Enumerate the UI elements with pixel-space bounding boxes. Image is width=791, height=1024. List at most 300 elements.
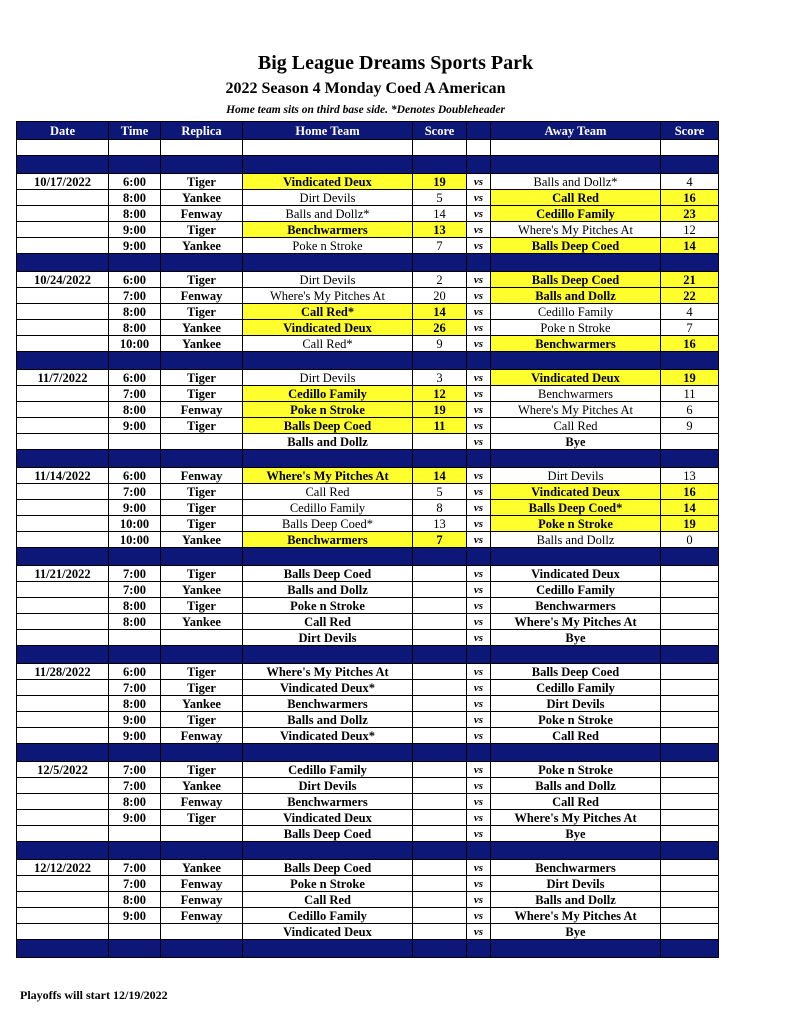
home-team: Poke n Stroke — [243, 876, 413, 892]
game-row — [17, 206, 719, 222]
away-team: Call Red — [491, 728, 661, 744]
away-score: 14 — [661, 238, 719, 254]
away-team: Bye — [491, 826, 661, 842]
home-team: Benchwarmers — [243, 222, 413, 238]
game-row — [17, 614, 719, 630]
game-date — [17, 582, 109, 598]
separator-cell — [161, 646, 243, 664]
away-team: Benchwarmers — [491, 860, 661, 876]
game-row — [17, 222, 719, 238]
game-field: Fenway — [161, 402, 243, 418]
game-row — [17, 860, 719, 876]
game-field: Fenway — [161, 794, 243, 810]
separator-cell — [413, 156, 467, 174]
game-time: 8:00 — [109, 598, 161, 614]
game-date — [17, 418, 109, 434]
separator-cell — [413, 548, 467, 566]
vs-label: vs — [467, 664, 491, 680]
game-field: Fenway — [161, 892, 243, 908]
home-score: 7 — [413, 238, 467, 254]
game-date — [17, 532, 109, 548]
home-score: 11 — [413, 418, 467, 434]
away-team: Vindicated Deux — [491, 566, 661, 582]
game-date — [17, 386, 109, 402]
home-score — [413, 598, 467, 614]
game-row — [17, 190, 719, 206]
home-score — [413, 876, 467, 892]
home-score — [413, 860, 467, 876]
home-team: Dirt Devils — [243, 272, 413, 288]
home-team: Vindicated Deux — [243, 320, 413, 336]
game-field: Fenway — [161, 908, 243, 924]
game-date — [17, 484, 109, 500]
col-header-home-team: Home Team — [243, 122, 413, 140]
separator-cell — [161, 940, 243, 958]
vs-label: vs — [467, 500, 491, 516]
separator-cell — [661, 842, 719, 860]
game-row — [17, 794, 719, 810]
separator-cell — [243, 548, 413, 566]
home-team: Dirt Devils — [243, 370, 413, 386]
home-team: Call Red — [243, 484, 413, 500]
separator-cell — [661, 450, 719, 468]
vs-label: vs — [467, 860, 491, 876]
separator-cell — [467, 940, 491, 958]
game-date — [17, 222, 109, 238]
schedule-note: Home team sits on third base side. *Denotes Doubleheader — [226, 104, 505, 116]
blank-row — [17, 140, 719, 156]
separator-cell — [413, 842, 467, 860]
game-time: 7:00 — [109, 566, 161, 582]
separator-cell — [109, 450, 161, 468]
home-team: Balls Deep Coed — [243, 860, 413, 876]
game-row — [17, 582, 719, 598]
away-score — [661, 892, 719, 908]
game-time: 8:00 — [109, 190, 161, 206]
separator-cell — [17, 548, 109, 566]
game-time: 9:00 — [109, 712, 161, 728]
game-row — [17, 532, 719, 548]
week-separator — [17, 450, 719, 468]
game-row — [17, 418, 719, 434]
separator-cell — [109, 744, 161, 762]
away-score — [661, 728, 719, 744]
header-row — [17, 122, 719, 140]
game-field: Tiger — [161, 370, 243, 386]
game-field: Tiger — [161, 222, 243, 238]
blank-cell — [661, 140, 719, 156]
home-score: 14 — [413, 206, 467, 222]
vs-label: vs — [467, 320, 491, 336]
separator-cell — [243, 352, 413, 370]
game-field: Tiger — [161, 516, 243, 532]
vs-label: vs — [467, 222, 491, 238]
away-team: Call Red — [491, 190, 661, 206]
game-row — [17, 402, 719, 418]
separator-cell — [413, 646, 467, 664]
game-row — [17, 810, 719, 826]
home-score — [413, 680, 467, 696]
separator-cell — [161, 744, 243, 762]
game-date — [17, 826, 109, 842]
separator-cell — [413, 352, 467, 370]
game-date — [17, 288, 109, 304]
home-team: Poke n Stroke — [243, 402, 413, 418]
away-team: Where's My Pitches At — [491, 810, 661, 826]
col-header-home-score: Score — [413, 122, 467, 140]
game-time — [109, 826, 161, 842]
game-field: Tiger — [161, 386, 243, 402]
home-team: Vindicated Deux — [243, 924, 413, 940]
game-date — [17, 516, 109, 532]
home-team: Where's My Pitches At — [243, 664, 413, 680]
game-field: Yankee — [161, 614, 243, 630]
separator-cell — [161, 842, 243, 860]
home-score: 14 — [413, 304, 467, 320]
away-score: 7 — [661, 320, 719, 336]
week-separator — [17, 744, 719, 762]
game-row — [17, 598, 719, 614]
col-header-replica: Replica — [161, 122, 243, 140]
vs-label: vs — [467, 582, 491, 598]
away-score — [661, 598, 719, 614]
game-date — [17, 712, 109, 728]
game-date: 12/5/2022 — [17, 762, 109, 778]
vs-label: vs — [467, 614, 491, 630]
home-team: Vindicated Deux — [243, 174, 413, 190]
game-field: Tiger — [161, 484, 243, 500]
schedule-body — [17, 140, 719, 958]
col-header-vs — [467, 122, 491, 140]
away-team: Poke n Stroke — [491, 516, 661, 532]
game-row — [17, 924, 719, 940]
game-field: Fenway — [161, 468, 243, 484]
home-team: Where's My Pitches At — [243, 288, 413, 304]
game-row — [17, 238, 719, 254]
away-score — [661, 712, 719, 728]
game-field: Tiger — [161, 712, 243, 728]
game-row — [17, 762, 719, 778]
game-time: 8:00 — [109, 206, 161, 222]
away-team: Balls and Dollz* — [491, 174, 661, 190]
vs-label: vs — [467, 370, 491, 386]
game-date: 10/17/2022 — [17, 174, 109, 190]
blank-cell — [491, 140, 661, 156]
game-time: 10:00 — [109, 532, 161, 548]
game-time: 9:00 — [109, 500, 161, 516]
separator-cell — [491, 842, 661, 860]
game-date — [17, 778, 109, 794]
week-separator — [17, 254, 719, 272]
game-row — [17, 728, 719, 744]
game-field: Tiger — [161, 680, 243, 696]
separator-cell — [243, 646, 413, 664]
game-field: Fenway — [161, 876, 243, 892]
game-field: Tiger — [161, 174, 243, 190]
game-date: 11/28/2022 — [17, 664, 109, 680]
game-time: 9:00 — [109, 810, 161, 826]
home-team: Benchwarmers — [243, 696, 413, 712]
blank-cell — [161, 140, 243, 156]
game-date: 11/21/2022 — [17, 566, 109, 582]
away-score — [661, 566, 719, 582]
home-team: Dirt Devils — [243, 630, 413, 646]
home-score — [413, 778, 467, 794]
playoffs-note: Playoffs will start 12/19/2022 — [20, 988, 168, 1002]
game-time: 7:00 — [109, 386, 161, 402]
separator-cell — [661, 646, 719, 664]
away-score — [661, 614, 719, 630]
away-team: Bye — [491, 434, 661, 450]
game-row — [17, 630, 719, 646]
game-date: 11/14/2022 — [17, 468, 109, 484]
separator-cell — [491, 352, 661, 370]
home-team: Vindicated Deux — [243, 810, 413, 826]
game-row — [17, 908, 719, 924]
separator-cell — [491, 156, 661, 174]
game-field: Fenway — [161, 288, 243, 304]
separator-cell — [467, 646, 491, 664]
game-field: Tiger — [161, 272, 243, 288]
game-row — [17, 370, 719, 386]
game-field: Yankee — [161, 320, 243, 336]
game-time: 8:00 — [109, 304, 161, 320]
home-team: Call Red* — [243, 304, 413, 320]
away-score — [661, 924, 719, 940]
home-team: Balls Deep Coed — [243, 418, 413, 434]
week-separator — [17, 156, 719, 174]
game-time: 10:00 — [109, 516, 161, 532]
game-row — [17, 468, 719, 484]
away-team: Cedillo Family — [491, 680, 661, 696]
game-field: Yankee — [161, 190, 243, 206]
game-date — [17, 696, 109, 712]
vs-label: vs — [467, 304, 491, 320]
away-team: Where's My Pitches At — [491, 402, 661, 418]
vs-label: vs — [467, 238, 491, 254]
game-field: Tiger — [161, 304, 243, 320]
blank-cell — [109, 140, 161, 156]
home-score: 2 — [413, 272, 467, 288]
game-row — [17, 696, 719, 712]
game-row — [17, 484, 719, 500]
home-team: Call Red — [243, 614, 413, 630]
home-team: Poke n Stroke — [243, 598, 413, 614]
game-time: 8:00 — [109, 696, 161, 712]
home-team: Balls and Dollz — [243, 712, 413, 728]
separator-cell — [661, 156, 719, 174]
game-row — [17, 320, 719, 336]
game-time: 9:00 — [109, 418, 161, 434]
game-field: Tiger — [161, 418, 243, 434]
home-team: Where's My Pitches At — [243, 468, 413, 484]
home-team: Poke n Stroke — [243, 238, 413, 254]
game-field: Fenway — [161, 206, 243, 222]
separator-cell — [109, 940, 161, 958]
separator-cell — [467, 548, 491, 566]
home-team: Cedillo Family — [243, 386, 413, 402]
separator-cell — [467, 744, 491, 762]
game-time: 7:00 — [109, 876, 161, 892]
game-field: Yankee — [161, 532, 243, 548]
away-score: 11 — [661, 386, 719, 402]
home-team: Call Red* — [243, 336, 413, 352]
home-score: 13 — [413, 516, 467, 532]
vs-label: vs — [467, 190, 491, 206]
week-separator — [17, 940, 719, 958]
away-team: Call Red — [491, 794, 661, 810]
away-score: 16 — [661, 190, 719, 206]
separator-cell — [243, 744, 413, 762]
home-score: 3 — [413, 370, 467, 386]
game-row — [17, 288, 719, 304]
vs-label: vs — [467, 516, 491, 532]
home-score — [413, 762, 467, 778]
game-field: Tiger — [161, 598, 243, 614]
game-field — [161, 826, 243, 842]
away-team: Where's My Pitches At — [491, 614, 661, 630]
vs-label: vs — [467, 728, 491, 744]
game-time: 8:00 — [109, 402, 161, 418]
away-team: Dirt Devils — [491, 876, 661, 892]
separator-cell — [109, 156, 161, 174]
game-time: 9:00 — [109, 238, 161, 254]
game-time: 9:00 — [109, 908, 161, 924]
home-score: 14 — [413, 468, 467, 484]
away-team: Cedillo Family — [491, 304, 661, 320]
game-date: 10/24/2022 — [17, 272, 109, 288]
game-time: 9:00 — [109, 222, 161, 238]
vs-label: vs — [467, 794, 491, 810]
game-field: Yankee — [161, 696, 243, 712]
away-score: 22 — [661, 288, 719, 304]
away-team: Balls and Dollz — [491, 778, 661, 794]
vs-label: vs — [467, 532, 491, 548]
page-title: Big League Dreams Sports Park — [257, 52, 534, 74]
home-score: 9 — [413, 336, 467, 352]
game-time: 10:00 — [109, 336, 161, 352]
separator-cell — [467, 450, 491, 468]
vs-label: vs — [467, 762, 491, 778]
home-score — [413, 810, 467, 826]
separator-cell — [17, 940, 109, 958]
home-score — [413, 696, 467, 712]
away-score: 4 — [661, 174, 719, 190]
vs-label: vs — [467, 680, 491, 696]
game-time: 7:00 — [109, 484, 161, 500]
game-date — [17, 794, 109, 810]
vs-label: vs — [467, 778, 491, 794]
separator-cell — [109, 548, 161, 566]
game-row — [17, 712, 719, 728]
week-separator — [17, 646, 719, 664]
away-score — [661, 664, 719, 680]
home-score — [413, 892, 467, 908]
game-date — [17, 908, 109, 924]
game-time: 6:00 — [109, 272, 161, 288]
away-score: 16 — [661, 484, 719, 500]
vs-label: vs — [467, 924, 491, 940]
away-team: Balls Deep Coed — [491, 238, 661, 254]
col-header-date: Date — [17, 122, 109, 140]
away-score — [661, 582, 719, 598]
game-time — [109, 434, 161, 450]
home-score: 5 — [413, 190, 467, 206]
away-team: Poke n Stroke — [491, 762, 661, 778]
away-score: 0 — [661, 532, 719, 548]
home-team: Dirt Devils — [243, 778, 413, 794]
game-date — [17, 238, 109, 254]
away-team: Balls and Dollz — [491, 532, 661, 548]
separator-cell — [491, 254, 661, 272]
away-team: Balls Deep Coed — [491, 664, 661, 680]
separator-cell — [491, 940, 661, 958]
vs-label: vs — [467, 826, 491, 842]
home-score — [413, 582, 467, 598]
game-row — [17, 680, 719, 696]
separator-cell — [661, 352, 719, 370]
away-team: Balls Deep Coed* — [491, 500, 661, 516]
blank-cell — [413, 140, 467, 156]
away-score: 4 — [661, 304, 719, 320]
home-score: 19 — [413, 174, 467, 190]
home-score: 13 — [413, 222, 467, 238]
separator-cell — [243, 450, 413, 468]
game-time: 6:00 — [109, 174, 161, 190]
vs-label: vs — [467, 566, 491, 582]
game-date — [17, 614, 109, 630]
vs-label: vs — [467, 810, 491, 826]
away-score — [661, 826, 719, 842]
away-score — [661, 908, 719, 924]
game-date — [17, 320, 109, 336]
game-time: 8:00 — [109, 614, 161, 630]
game-date — [17, 924, 109, 940]
vs-label: vs — [467, 386, 491, 402]
game-field: Tiger — [161, 500, 243, 516]
vs-label: vs — [467, 174, 491, 190]
home-team: Benchwarmers — [243, 794, 413, 810]
home-score: 20 — [413, 288, 467, 304]
game-row — [17, 174, 719, 190]
game-row — [17, 664, 719, 680]
vs-label: vs — [467, 876, 491, 892]
vs-label: vs — [467, 206, 491, 222]
separator-cell — [467, 156, 491, 174]
game-field: Yankee — [161, 778, 243, 794]
vs-label: vs — [467, 402, 491, 418]
game-row — [17, 566, 719, 582]
game-date — [17, 876, 109, 892]
home-score — [413, 826, 467, 842]
away-team: Balls Deep Coed — [491, 272, 661, 288]
home-score — [413, 908, 467, 924]
separator-cell — [161, 352, 243, 370]
vs-label: vs — [467, 418, 491, 434]
separator-cell — [491, 646, 661, 664]
away-score — [661, 810, 719, 826]
home-team: Cedillo Family — [243, 500, 413, 516]
home-score — [413, 630, 467, 646]
separator-cell — [661, 254, 719, 272]
vs-label: vs — [467, 272, 491, 288]
away-team: Where's My Pitches At — [491, 908, 661, 924]
game-date — [17, 500, 109, 516]
page-subtitle: 2022 Season 4 Monday Coed A American — [225, 80, 506, 97]
game-date — [17, 728, 109, 744]
away-score: 21 — [661, 272, 719, 288]
separator-cell — [161, 254, 243, 272]
